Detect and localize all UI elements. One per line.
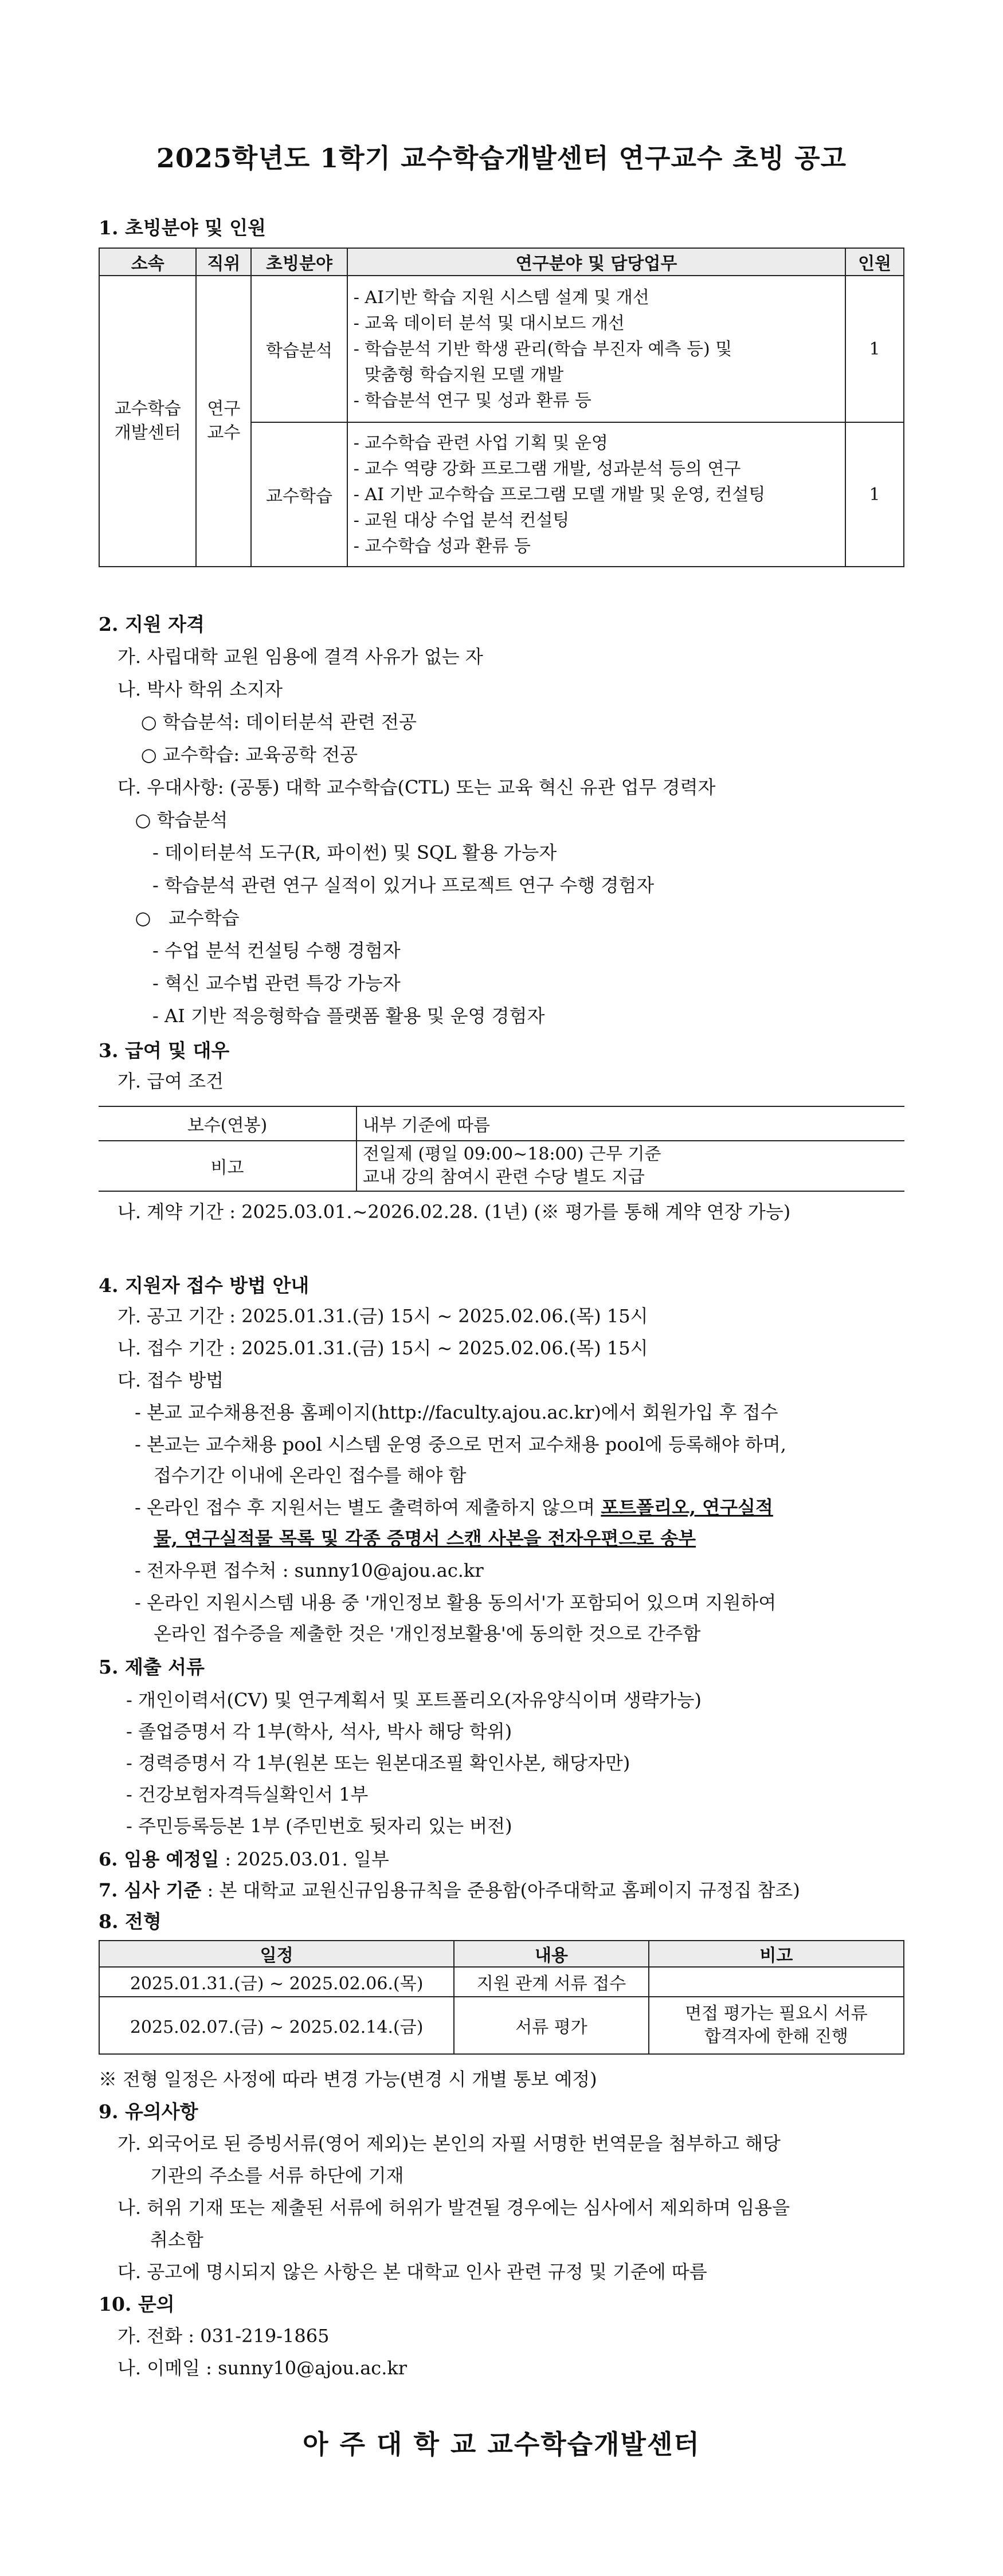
document-item: - 주민등록등본 1부 (주민번호 뒷자리 있는 버전) — [126, 1815, 512, 1837]
col-header-position: 직위 — [196, 248, 251, 276]
pay-label: 보수(연봉) — [99, 1106, 356, 1141]
document-item: - 건강보험자격득실확인서 1부 — [126, 1784, 369, 1805]
schedule-date: 2025.02.07.(금) ~ 2025.02.14.(금) — [99, 1997, 454, 2054]
section-8-heading: 8. 전형 — [99, 1910, 162, 1933]
section-3-heading: 3. 급여 및 대우 — [99, 1039, 230, 1062]
caution-line: 기관의 주소를 서류 하단에 기재 — [150, 2165, 404, 2186]
qual-line: ○ 교수학습 — [117, 907, 240, 929]
method-line: - 온라인 접수 후 지원서는 별도 출력하여 제출하지 않으며 포트폴리오, 연구실적 — [135, 1497, 773, 1518]
method-line: 온라인 접수증을 제출한 것은 '개인정보활용'에 동의한 것으로 간주함 — [154, 1623, 701, 1644]
col-header-field: 초빙분야 — [251, 248, 347, 276]
section-5-heading: 5. 제출 서류 — [99, 1656, 205, 1678]
section-1-heading: 1. 초빙분야 및 인원 — [99, 217, 267, 239]
section-2-heading: 2. 지원 자격 — [99, 613, 205, 635]
contract-period: 나. 계약 기간 : 2025.03.01.~2026.02.28. (1년) (※ 평가를 통해 계약 연장 가능) — [117, 1201, 791, 1223]
section-4-heading: 4. 지원자 접수 방법 안내 — [99, 1274, 309, 1297]
col-header-content: 내용 — [454, 1941, 648, 1967]
position-cell: 연구 교수 — [196, 276, 251, 567]
section-9-heading: 9. 유의사항 — [99, 2100, 198, 2123]
duties-cell: - AI기반 학습 지원 시스템 설계 및 개선 - 교육 데이터 분석 및 대시보드 개선 - 학습분석 기반 학생 관리(학습 부진자 예측 등) 및 맞춤형 학습지원 모델 개발 - 학습분석 연구 및 성과 환류 등 — [347, 276, 845, 422]
document-item: - 개인이력서(CV) 및 연구계획서 및 포트폴리오(자유양식이며 생략가능) — [126, 1689, 702, 1711]
salary-table — [99, 1106, 904, 1192]
method-line: 접수기간 이내에 온라인 접수를 해야 함 — [154, 1464, 467, 1486]
notice-period: 가. 공고 기간 : 2025.01.31.(금) 15시 ~ 2025.02.06.(목) 15시 — [117, 1305, 648, 1327]
note-label: 비고 — [99, 1141, 356, 1191]
issuer-signature: 아 주 대 학 교 교수학습개발센터 — [303, 2429, 700, 2460]
qual-line: 나. 박사 학위 소지자 — [117, 678, 283, 700]
schedule-note — [649, 1967, 904, 1997]
qual-line: - 학습분석 관련 연구 실적이 있거나 프로젝트 연구 수행 경험자 — [117, 874, 655, 896]
qual-line: - AI 기반 적응형학습 플랫폼 활용 및 운영 경험자 — [117, 1005, 545, 1027]
method-line: - 온라인 지원시스템 내용 중 '개인정보 활용 동의서'가 포함되어 있으며 지원하여 — [135, 1592, 777, 1613]
section-10-heading: 10. 문의 — [99, 2293, 175, 2315]
page-title: 2025학년도 1학기 교수학습개발센터 연구교수 초빙 공고 — [156, 143, 847, 174]
schedule-content: 서류 평가 — [454, 1997, 648, 2054]
qual-line: - 데이터분석 도구(R, 파이썬) 및 SQL 활용 가능자 — [117, 842, 557, 863]
caution-line: 다. 공고에 명시되지 않은 사항은 본 대학교 인사 관련 규정 및 기준에 따름 — [117, 2261, 707, 2283]
contact-phone: 가. 전화 : 031-219-1865 — [117, 2325, 330, 2347]
note-value: 전일제 (평일 09:00~18:00) 근무 기준 교내 강의 참여시 관련 수당 별도 지급 — [356, 1141, 904, 1191]
qual-line: ○ 학습분석 — [117, 809, 228, 831]
caution-line: 취소함 — [150, 2229, 203, 2251]
qual-line: 가. 사립대학 교원 임용에 결격 사유가 없는 자 — [117, 646, 483, 667]
document-item: - 졸업증명서 각 1부(학사, 석사, 박사 해당 학위) — [126, 1721, 512, 1742]
qual-line: - 수업 분석 컨설팅 수행 경험자 — [117, 940, 401, 961]
schedule-footnote: ※ 전형 일정은 사정에 따라 변경 가능(변경 시 개별 통보 예정) — [99, 2068, 597, 2090]
documents-list — [126, 1684, 702, 1842]
field-cell: 교수학습 — [251, 422, 347, 567]
caution-line: 가. 외국어로 된 증빙서류(영어 제외)는 본인의 자필 서명한 번역문을 첨부하고 해당 — [117, 2133, 781, 2154]
qual-line: - 혁신 교수법 관련 특강 가능자 — [117, 972, 401, 994]
schedule-content: 지원 관계 서류 접수 — [454, 1967, 648, 1997]
qual-line: ○ 교수학습: 교육공학 전공 — [117, 744, 358, 765]
qual-line: 다. 우대사항: (공통) 대학 교수학습(CTL) 또는 교육 혁신 유관 업무 경력자 — [117, 776, 716, 798]
contact-email[interactable]: 나. 이메일 : sunny10@ajou.ac.kr — [117, 2357, 408, 2379]
count-cell: 1 — [845, 422, 904, 567]
dept-cell: 교수학습 개발센터 — [99, 276, 196, 567]
caution-line: 나. 허위 기재 또는 제출된 서류에 허위가 발견될 경우에는 심사에서 제외하며 임용을 — [117, 2197, 790, 2218]
col-header-duties: 연구분야 및 담당업무 — [347, 248, 845, 276]
section-6: 6. 임용 예정일 : 2025.03.01. 일부 — [99, 1848, 389, 1870]
document-item: - 경력증명서 각 1부(원본 또는 원본대조필 확인사본, 해당자만) — [126, 1752, 630, 1774]
col-header-date: 일정 — [99, 1941, 454, 1967]
method-line: - 본교는 교수채용 pool 시스템 운영 중으로 먼저 교수채용 pool에 등록해야 하며, — [135, 1434, 786, 1455]
col-header-dept: 소속 — [99, 248, 196, 276]
method-line: 물, 연구실적물 목록 및 각종 증명서 스캔 사본을 전자우편으로 송부 — [154, 1527, 696, 1549]
recruitment-table — [99, 248, 904, 567]
duties-cell: - 교수학습 관련 사업 기획 및 운영 - 교수 역량 강화 프로그램 개발, 성과분석 등의 연구 - AI 기반 교수학습 프로그램 모델 개발 및 운영, 컨설팅 - 교원 대상 수업 분석 컨설팅 - 교수학습 성과 환류 등 — [347, 422, 845, 567]
count-cell: 1 — [845, 276, 904, 422]
section-7: 7. 심사 기준 : 본 대학교 교원신규임용규칙을 준용함(아주대학교 홈페이지 규정집 참조) — [99, 1879, 800, 1901]
application-method: 다. 접수 방법 — [117, 1369, 224, 1391]
method-line: - 전자우편 접수처 : sunny10@ajou.ac.kr — [135, 1560, 484, 1581]
col-header-count: 인원 — [845, 248, 904, 276]
salary-subheading: 가. 급여 조건 — [117, 1070, 224, 1092]
application-period: 나. 접수 기간 : 2025.01.31.(금) 15시 ~ 2025.02.06.(목) 15시 — [117, 1337, 648, 1359]
schedule-date: 2025.01.31.(금) ~ 2025.02.06.(목) — [99, 1967, 454, 1997]
pay-value: 내부 기준에 따름 — [356, 1106, 904, 1141]
method-line: - 본교 교수채용전용 홈페이지(http://faculty.ajou.ac.kr)에서 회원가입 후 접수 — [135, 1401, 778, 1423]
qual-line: ○ 학습분석: 데이터분석 관련 전공 — [117, 711, 417, 733]
qualifications-list — [117, 641, 715, 1032]
schedule-note: 면접 평가는 필요시 서류 합격자에 한해 진행 — [649, 1997, 904, 2054]
field-cell: 학습분석 — [251, 276, 347, 422]
col-header-note: 비고 — [649, 1941, 904, 1967]
schedule-table — [99, 1940, 904, 2055]
